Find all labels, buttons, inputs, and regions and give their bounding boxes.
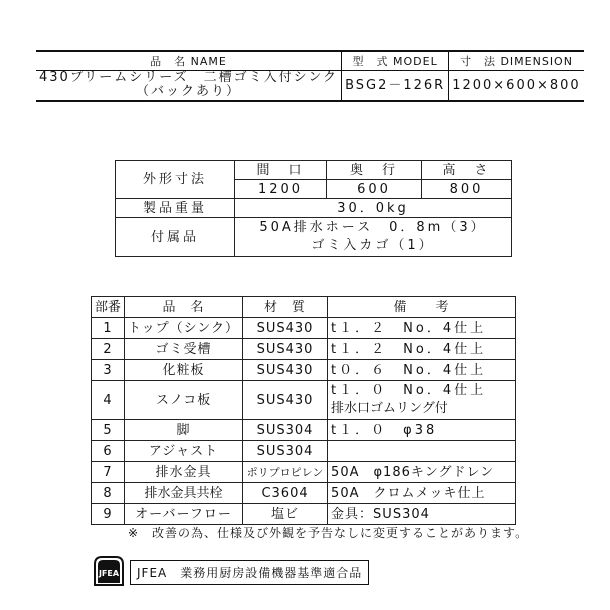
product-name-line2: （バックあり） — [136, 84, 242, 100]
part-name: スノコ板 — [125, 381, 243, 420]
table-row — [92, 360, 516, 381]
weight-value: 30．0kg — [235, 199, 512, 218]
part-material: SUS430 — [243, 339, 328, 360]
accessory-hose: 50A排水ホース 0．8m（3） — [259, 219, 487, 235]
weight-label: 製品重量 — [116, 199, 235, 218]
part-name: アジャスト — [125, 441, 243, 462]
table-row — [92, 318, 516, 339]
dimensions-table — [115, 160, 512, 257]
table-row — [92, 420, 516, 441]
part-note: t１．２ No．4仕上 — [328, 318, 516, 339]
part-note-line1: t１．０ No．4仕上 — [331, 382, 487, 398]
part-name: 排水金具 — [125, 462, 243, 483]
part-note: t１．２ No．4仕上 — [328, 339, 516, 360]
dimension-label: 寸 法 DIMENSION — [449, 51, 584, 71]
table-row — [92, 339, 516, 360]
part-material: SUS430 — [243, 360, 328, 381]
table-row — [92, 504, 516, 525]
dimension-value: 1200×600×800 — [449, 71, 584, 101]
part-no: 2 — [92, 339, 125, 360]
width-value: 1200 — [235, 180, 327, 199]
disclaimer-note: ※ 改善の為、仕様及び外観を予告なしに変更することがあります。 — [128, 526, 529, 540]
part-note-line2: 排水口ゴムリング付 — [331, 401, 448, 416]
height-value: 800 — [422, 180, 512, 199]
part-no: 1 — [92, 318, 125, 339]
product-name-value — [36, 71, 342, 101]
part-name: 排水金具共栓 — [125, 483, 243, 504]
jfea-logo-icon — [92, 554, 126, 588]
part-no: 4 — [92, 381, 125, 420]
part-note — [328, 381, 516, 420]
col-header-material: 材 質 — [243, 297, 328, 318]
table-row — [92, 381, 516, 420]
product-name-line1: 430プリームシリーズ 二槽ゴミ入付シンク — [39, 70, 339, 85]
parts-table — [91, 296, 516, 525]
model-label: 型 式 MODEL — [342, 51, 449, 71]
part-note: 50A φ186キングドレン — [328, 462, 516, 483]
table-row — [92, 441, 516, 462]
jfea-compliance-badge: JFEA 業務用厨房設備機器基準適合品 — [130, 560, 369, 585]
part-no: 6 — [92, 441, 125, 462]
part-material: SUS430 — [243, 381, 328, 420]
part-no: 3 — [92, 360, 125, 381]
part-note: 金具：SUS304 — [328, 504, 516, 525]
part-material: 塩ビ — [243, 504, 328, 525]
part-name: 化粧板 — [125, 360, 243, 381]
product-header-table — [36, 50, 584, 102]
col-header-note: 備 考 — [328, 297, 516, 318]
col-header-name: 品 名 — [125, 297, 243, 318]
part-no: 5 — [92, 420, 125, 441]
model-value: BSG2－126R — [342, 71, 449, 101]
accessories-value — [235, 218, 512, 257]
jfea-logo-text: JFEA — [98, 569, 120, 578]
accessories-label: 付属品 — [116, 218, 235, 257]
outer-dimension-label: 外形寸法 — [116, 161, 235, 199]
name-label: 品 名 NAME — [36, 51, 342, 71]
part-material: ポリプロピレン — [243, 462, 328, 483]
part-no: 9 — [92, 504, 125, 525]
accessory-basket: ゴミ入カゴ（1） — [311, 238, 435, 253]
part-no: 7 — [92, 462, 125, 483]
part-note: t０．６ No．4仕上 — [328, 360, 516, 381]
col-header-no: 部番 — [92, 297, 125, 318]
part-name: トップ（シンク） — [125, 318, 243, 339]
part-note: t１．０ φ38 — [328, 420, 516, 441]
part-no: 8 — [92, 483, 125, 504]
part-name: ゴミ受槽 — [125, 339, 243, 360]
part-material: SUS304 — [243, 441, 328, 462]
table-row — [92, 462, 516, 483]
part-note: 50A クロムメッキ仕上 — [328, 483, 516, 504]
part-name: オーバーフロー — [125, 504, 243, 525]
part-material: SUS430 — [243, 318, 328, 339]
table-row — [92, 483, 516, 504]
part-name: 脚 — [125, 420, 243, 441]
part-material: SUS304 — [243, 420, 328, 441]
depth-header: 奥 行 — [327, 161, 422, 180]
width-header: 間 口 — [235, 161, 327, 180]
height-header: 高 さ — [422, 161, 512, 180]
part-note — [328, 441, 516, 462]
depth-value: 600 — [327, 180, 422, 199]
part-material: C3604 — [243, 483, 328, 504]
